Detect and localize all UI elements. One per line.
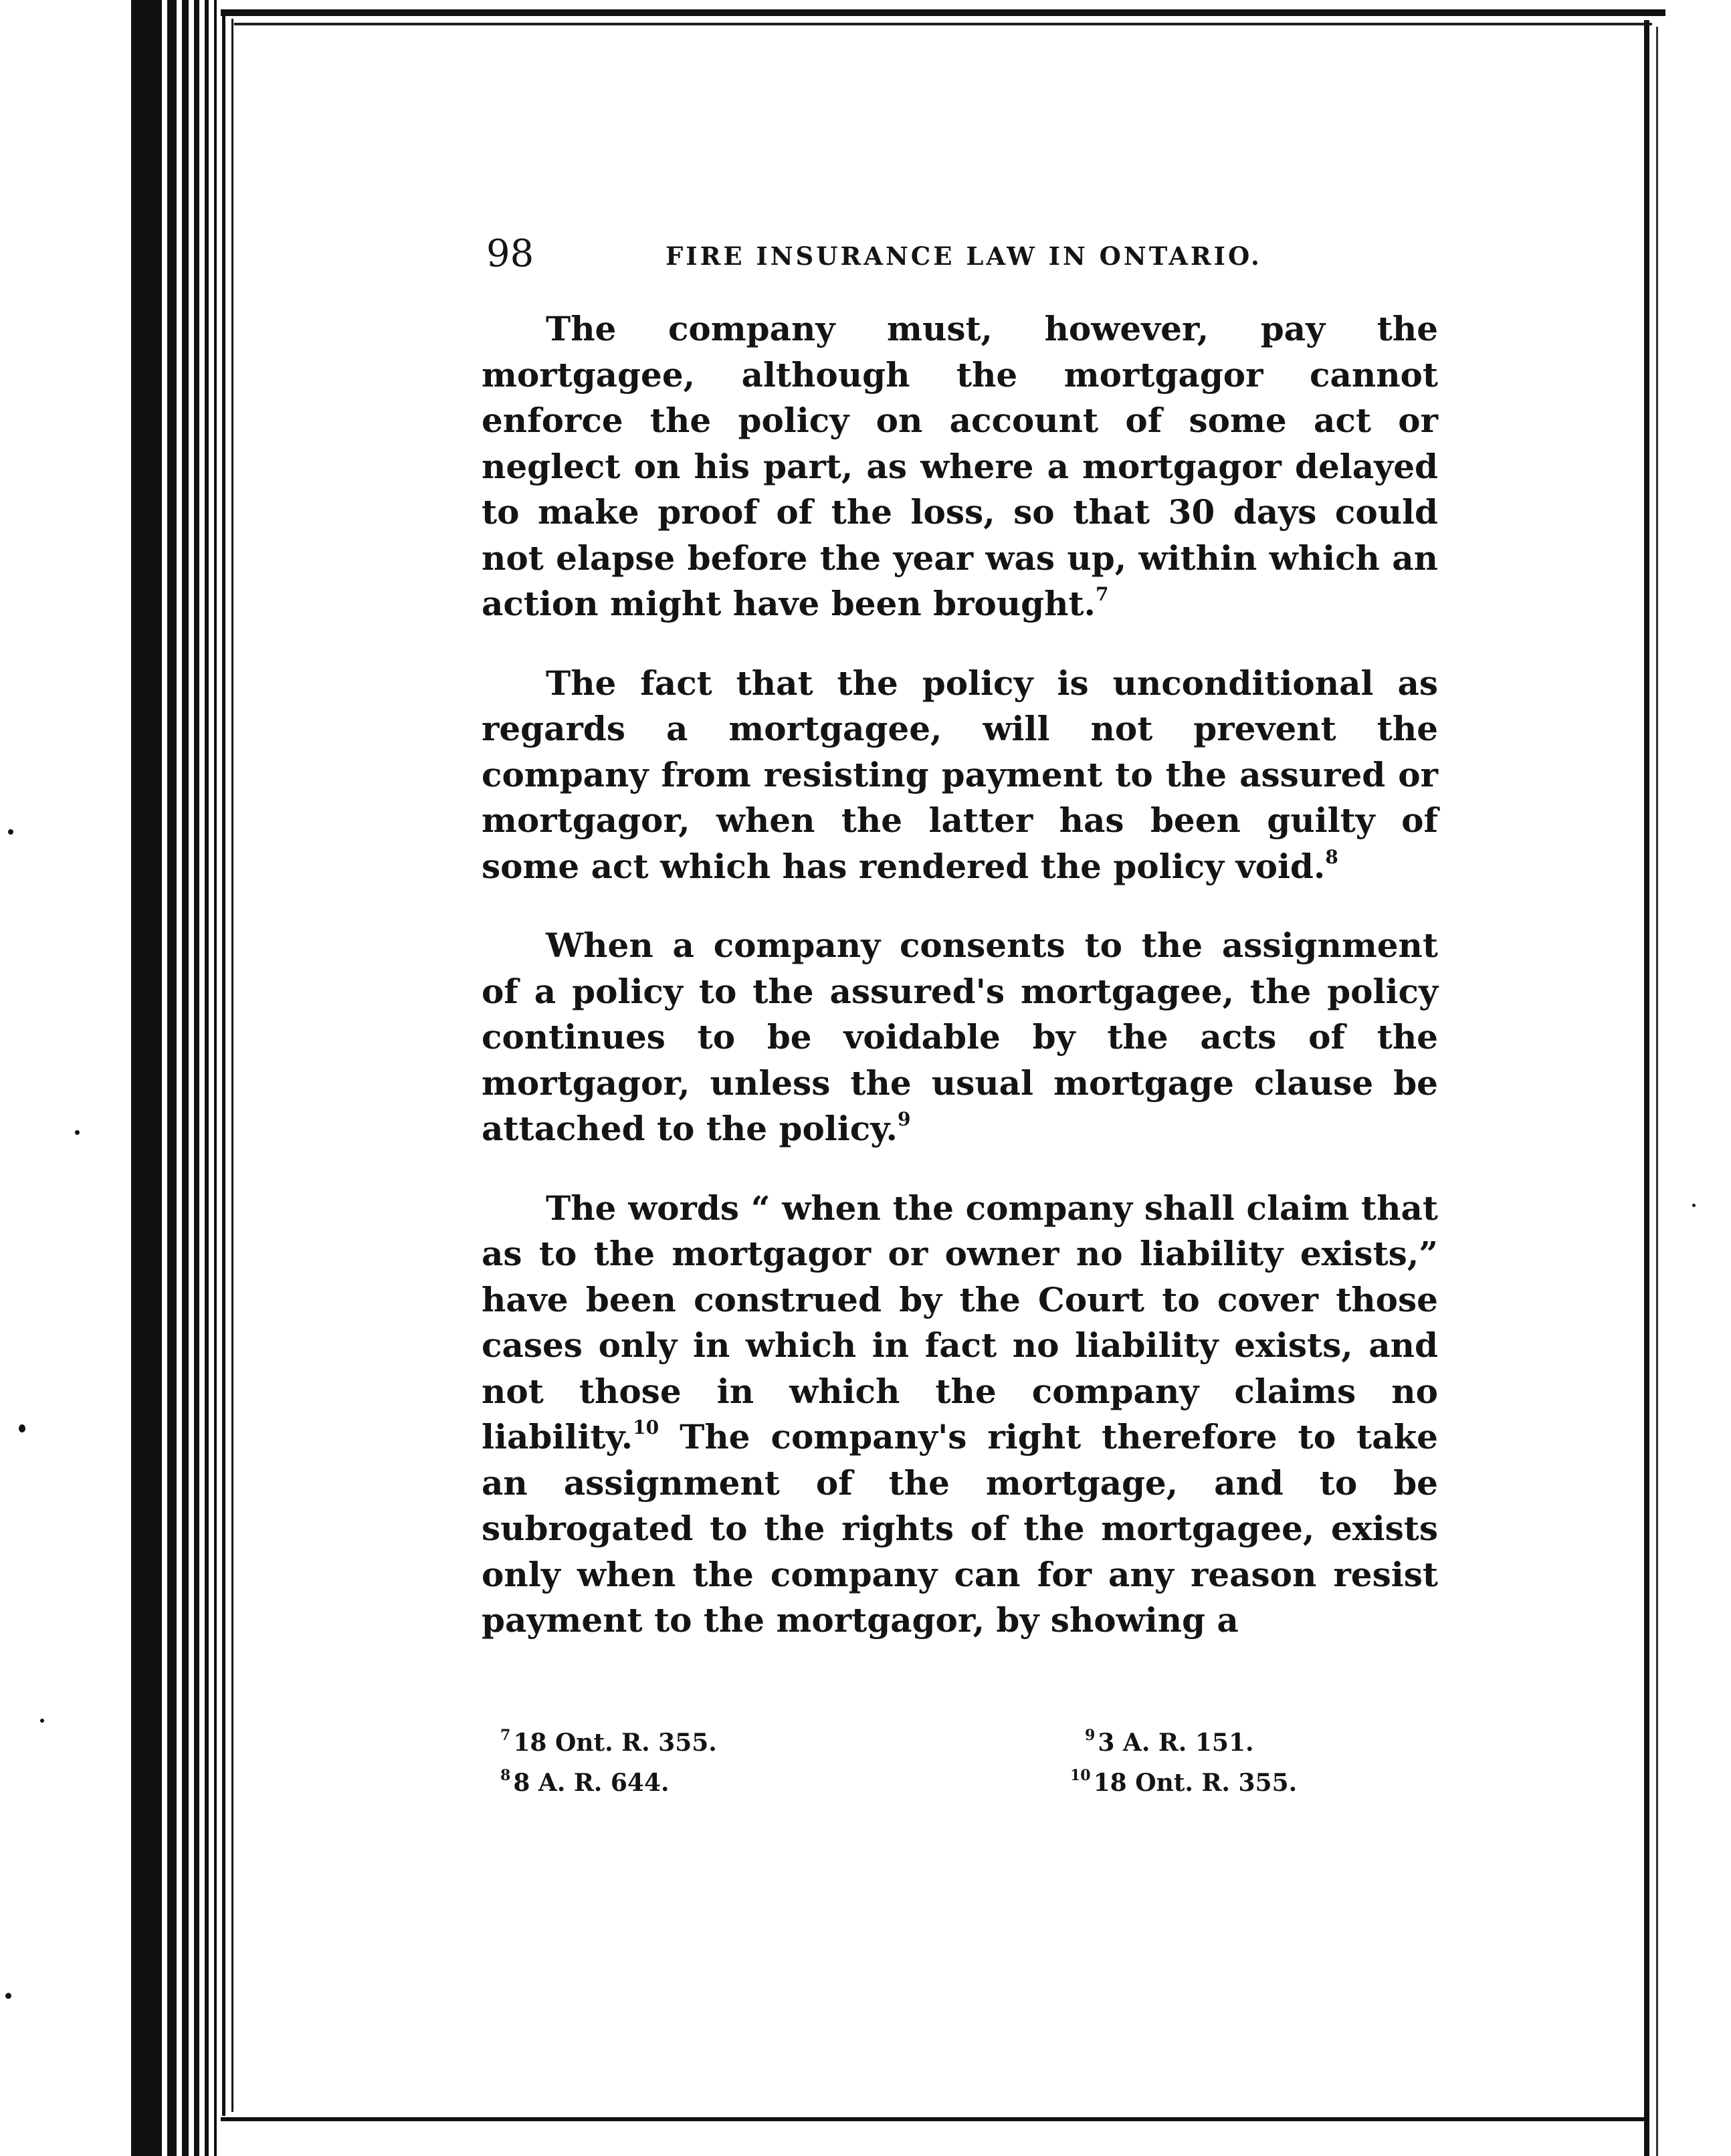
footnote-reference: 9 bbox=[897, 1108, 911, 1130]
paragraph-text-continued: The company's right therefore to take an assignment of the mortgage, and to be subrogated to the rights of the mortgagee, exists only when the company can for any reason resist payment to the mortgagor, by showing a bbox=[482, 1417, 1438, 1640]
running-title: FIRE INSURANCE LAW IN ONTARIO. bbox=[666, 241, 1262, 271]
paragraph-text: The company must, however, pay the mortgagee, although the mortgagor cannot enforce the policy on account of some act or neglect on his part, as where a mortgagor delayed to make proof of the loss, so that 30 days could not elapse before the year was up, within which an action might have been brought. bbox=[482, 309, 1438, 623]
footnote-citation: 18 Ont. R. 355. bbox=[513, 1729, 717, 1757]
footnote-reference: 8 bbox=[1325, 845, 1338, 868]
book-edge-stripe bbox=[222, 16, 225, 2116]
paragraph bbox=[482, 1186, 1438, 1644]
footnote-mark: 7 bbox=[500, 1727, 511, 1744]
footnote-citation: 18 Ont. R. 355. bbox=[1093, 1769, 1298, 1797]
page-number: 98 bbox=[486, 232, 534, 276]
paragraph bbox=[482, 923, 1438, 1152]
page-top-border bbox=[221, 9, 1665, 16]
footnote-citation: 3 A. R. 151. bbox=[1098, 1729, 1254, 1757]
footnote bbox=[1085, 1723, 1254, 1763]
book-edge-stripe bbox=[194, 0, 199, 2156]
footnote bbox=[500, 1723, 717, 1763]
footnote-mark: 8 bbox=[500, 1767, 511, 1784]
page-right-edge bbox=[1644, 20, 1649, 2156]
footnote-citation: 8 A. R. 644. bbox=[513, 1769, 670, 1797]
paragraph-text: The fact that the policy is unconditional as regards a mortgagee, will not prevent the company from resisting payment to the assured or mortgagor, when the latter has been guilty of some act which has rendered the policy void. bbox=[482, 663, 1438, 886]
footnote bbox=[1070, 1763, 1297, 1803]
page-bottom-border bbox=[221, 2117, 1645, 2121]
footnote bbox=[500, 1763, 670, 1803]
page-header bbox=[486, 227, 1289, 281]
page-right-edge-inner bbox=[1656, 27, 1658, 2156]
book-edge-stripe bbox=[214, 0, 217, 2156]
paragraph bbox=[482, 306, 1438, 627]
paragraph-text: When a company consents to the assignment of a policy to the assured's mortgagee, the policy continues to be voidable by the acts of the mortgagor, unless the usual mortgage clause be attached to the policy. bbox=[482, 926, 1438, 1148]
body-text bbox=[482, 306, 1438, 1677]
footnote-reference: 10 bbox=[633, 1416, 659, 1438]
book-edge-stripe bbox=[205, 0, 209, 2156]
book-edge-stripe bbox=[182, 0, 189, 2156]
book-edge-shadow bbox=[131, 0, 162, 2156]
book-edge-stripe bbox=[167, 0, 177, 2156]
footnote-reference: 7 bbox=[1095, 583, 1109, 605]
book-edge-stripe bbox=[231, 19, 233, 2112]
paragraph-text: The words “ when the company shall claim that as to the mortgagor or owner no liability exists,” have been construed by the Court to cover those cases only in which in fact no liability exists, and not those in which the company claims no liability. bbox=[482, 1188, 1438, 1457]
paragraph bbox=[482, 661, 1438, 890]
page-top-border-inner bbox=[234, 23, 1652, 25]
footnote-mark: 9 bbox=[1085, 1727, 1096, 1744]
footnote-mark: 10 bbox=[1070, 1767, 1091, 1784]
